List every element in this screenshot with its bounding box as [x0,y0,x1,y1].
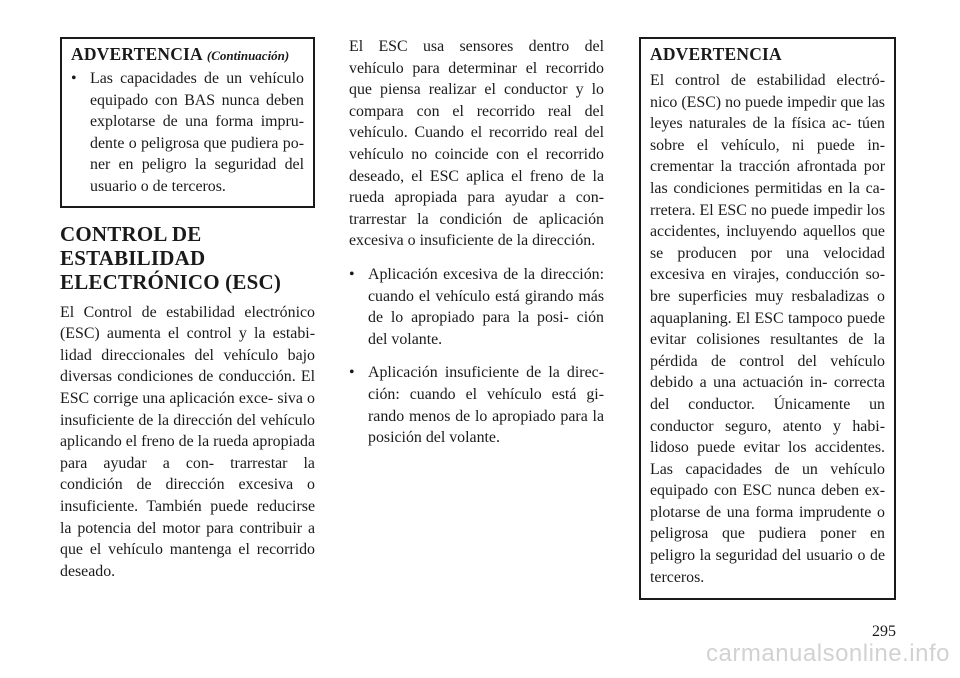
column-middle [349,36,604,449]
bullet-icon: • [349,265,355,283]
warning-bullet-text: Las capacidades de un vehículo equipado con BAS nunca deben explotarse de una forma impru- dente o peligrosa que pudiera po- ner en peligro la seguridad del usuario o de terceros. [90,70,304,195]
bullet-list-item [349,362,604,448]
bullet-list-item [349,264,604,350]
warning-continuation-label: (Continuación) [206,48,290,63]
bullet-text-oversteer: Aplicación excesiva de la dirección: cuando el vehículo está girando más de lo apropiado para la posi- ción del volante. [368,265,604,348]
section-title: CONTROL DE ESTABILIDAD ELECTRÓNICO (ESC) [60,221,282,294]
warning-bullet-item [71,68,304,198]
warning-box-esc [639,37,896,600]
warning-title: ADVERTENCIA [650,44,782,64]
column-right [639,37,896,600]
page-number: 295 [872,623,896,640]
bullet-icon: • [71,70,77,87]
warning-box-continued [60,37,315,208]
warning-title: ADVERTENCIA [71,44,203,64]
esc-sensors-paragraph: El ESC usa sensores dentro del vehículo para determinar el recorrido que piensa realizar el conductor y lo compara con el recorrido real del vehículo. Cuando el recorrido real del vehículo no coincide con el recorrido deseado, el ESC aplica el freno de la rueda apropiada para ayudar a con- trarrestar la condición de aplicación excesiva o insuficiente de la dirección. [349,38,604,250]
column-left [60,37,315,582]
bullet-text-understeer: Aplicación insuficiente de la direc- ción: cuando el vehículo está gi- rando menos de lo apropiado para la posición del volante. [368,364,604,447]
bullet-icon: • [349,364,355,382]
section-paragraph: El Control de estabilidad electrónico (ESC) aumenta el control y la estabi- lidad direccionales del vehículo bajo diversas condiciones de conducción. El ESC corrige una aplicación exce- siva o insuficiente de la dirección del vehículo aplicando el freno de la rueda apropiada para ayudar a con- trarrestar la condición de dirección excesiva o insuficiente. También puede reducirse la potencia del motor para contribuir a que el vehículo mantenga el recorrido deseado. [60,303,316,580]
warning-heading [71,42,304,66]
watermark-text: carmanualsonline.info [706,640,950,667]
warning-paragraph: El control de estabilidad electró- nico (ESC) no puede impedir que las leyes naturales de la física ac- túen sobre el vehículo, ni puede in- crementar la tracción afrontada por las condiciones permitidas en la ca- rretera. El ESC no puede impedir los accidentes, incluyendo aquellos que se producen por una velocidad excesiva en virajes, conducción so- bre superficies muy resbaladizas o aquaplaning. El ESC tampoco puede evitar colisiones resultantes de la pérdida de control del vehículo debido a una actuación in- correcta del conductor. Únicamente un conductor seguro, atento y habi- lidoso puede evitar los accidentes. Las capacidades de un vehículo equipado con ESC nunca deben ex- plotarse de una forma imprudente o peligrosa que pudiera poner en peligro la seguridad del usuario o de terceros. [650,72,885,586]
